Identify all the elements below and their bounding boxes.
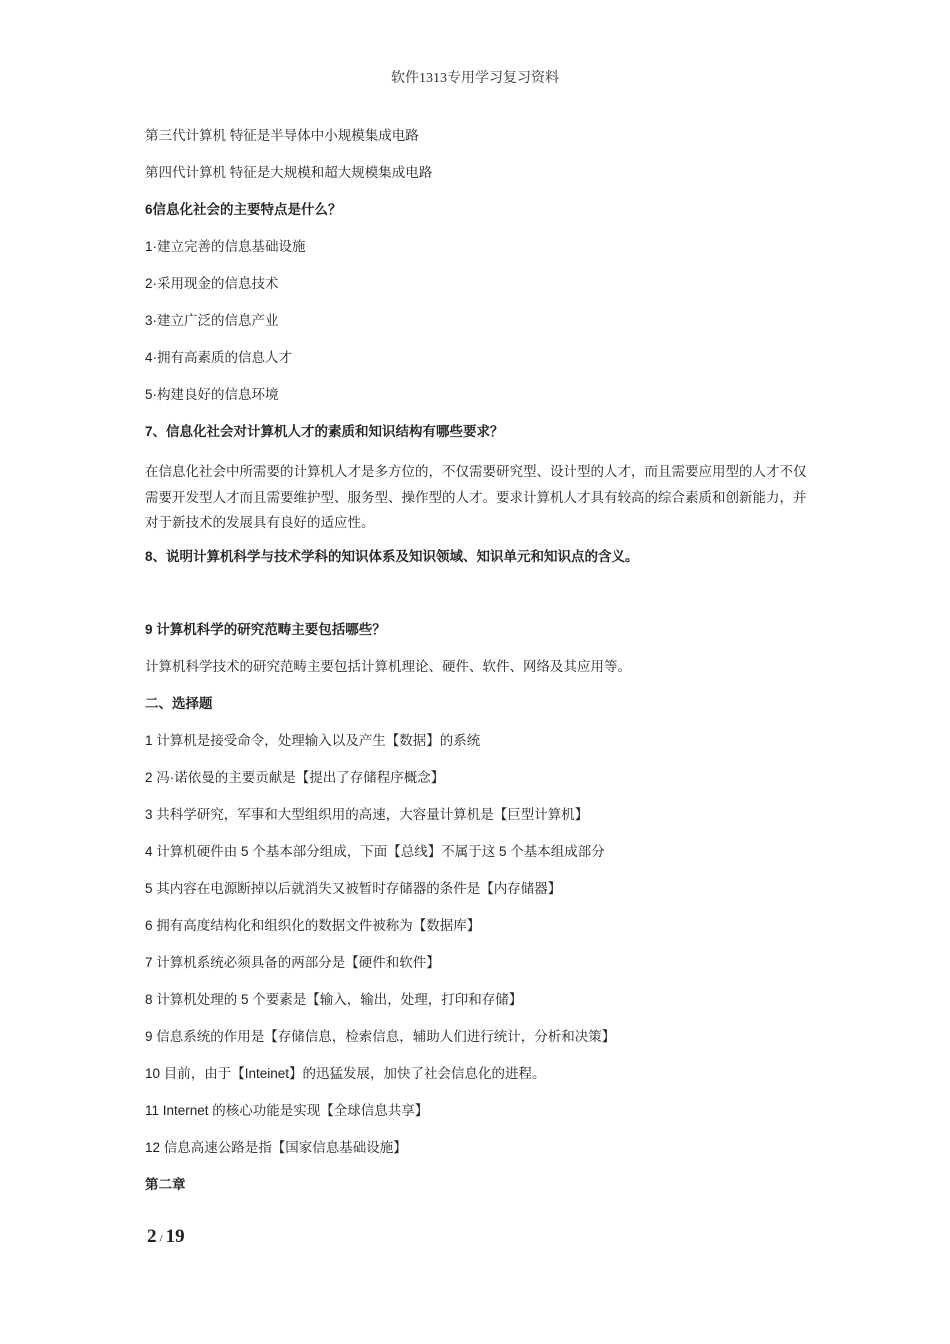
total-pages: 19 [165, 1226, 185, 1247]
question-6-heading: 6信息化社会的主要特点是什么？ [145, 202, 342, 217]
choice-item: 6 拥有高度结构化和组织化的数据文件被称为【数据库】 [145, 917, 481, 933]
gen3-line: 第三代计算机 特征是半导体中小规模集成电路 [145, 128, 419, 143]
page-content [145, 126, 810, 1212]
q6-answer-5: 5·构建良好的信息环境 [145, 387, 279, 402]
choice-item: 2 冯·诺依曼的主要贡献是【提出了存储程序概念】 [145, 769, 445, 785]
q6-answer-3: 3·建立广泛的信息产业 [145, 313, 279, 328]
q6-answer-2: 2·采用现金的信息技术 [145, 276, 279, 291]
choice-item: 10 目前，由于【Inteinet】的迅猛发展，加快了社会信息化的进程。 [145, 1065, 546, 1081]
choice-item: 1 计算机是接受命令，处理输入以及产生【数据】的系统 [145, 732, 481, 748]
question-7-heading: 7、信息化社会对计算机人才的素质和知识结构有哪些要求？ [145, 424, 504, 439]
choice-item: 12 信息高速公路是指【国家信息基础设施】 [145, 1139, 407, 1155]
question-8-heading: 8、说明计算机科学与技术学科的知识体系及知识领域、知识单元和知识点的含义。 [145, 548, 639, 564]
choice-item: 8 计算机处理的 5 个要素是【输入，输出，处理，打印和存储】 [145, 991, 523, 1007]
choice-list [145, 731, 810, 1175]
question-9-heading: 9 计算机科学的研究范畴主要包括哪些？ [145, 621, 386, 637]
q6-answer-1: 1·建立完善的信息基础设施 [145, 239, 306, 254]
question-7-answer: 在信息化社会中所需要的计算机人才是多方位的，不仅需要研究型、设计型的人才，而且需要应用型的人才不仅需要开发型人才而且需要维护型、服务型、操作型的人才。要求计算机人才具有较高的综合素质和创新能力，并对于新技术的发展具有良好的适应性。 [145, 464, 807, 530]
current-page: 2 [147, 1226, 157, 1247]
page-header: 软件1313专用学习复习资料 [391, 71, 559, 86]
choice-item: 11 Internet 的核心功能是实现【全球信息共享】 [145, 1102, 429, 1118]
page-separator: / [159, 1233, 163, 1245]
chapter-heading: 第二章 [145, 1176, 186, 1192]
gen4-line: 第四代计算机 特征是大规模和超大规模集成电路 [145, 165, 433, 180]
blank-space [145, 584, 810, 620]
choice-item: 3 共科学研究，军事和大型组织用的高速，大容量计算机是【巨型计算机】 [145, 806, 589, 822]
question-9-answer: 计算机科学技术的研究范畴主要包括计算机理论、硬件、软件、网络及其应用等。 [145, 658, 631, 674]
choice-item: 4 计算机硬件由 5 个基本部分组成，下面【总线】不属于这 5 个基本组成部分 [145, 843, 605, 859]
section-2-heading: 二、选择题 [145, 695, 213, 711]
choice-item: 5 其内容在电源断掉以后就消失又被暂时存储器的条件是【内存储器】 [145, 880, 562, 896]
choice-item: 7 计算机系统必须具备的两部分是【硬件和软件】 [145, 954, 440, 970]
page-number [147, 1226, 185, 1248]
q6-answer-4: 4·拥有高素质的信息人才 [145, 350, 293, 365]
choice-item: 9 信息系统的作用是【存储信息，检索信息，辅助人们进行统计，分析和决策】 [145, 1028, 616, 1044]
